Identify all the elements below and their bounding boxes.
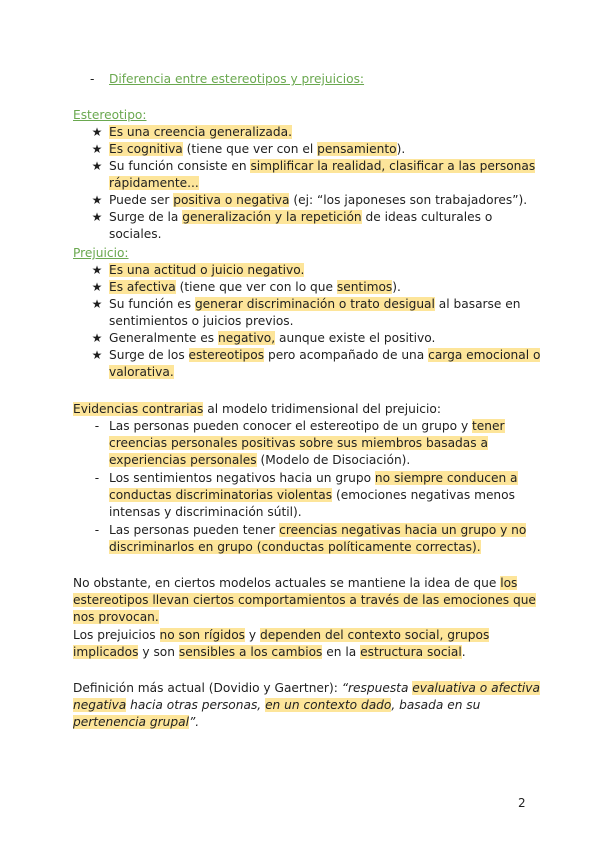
list-item: Surge de la generalización y la repetición de ideas culturales o	[109, 210, 493, 224]
list-item-cont: intensas y discriminación sútil).	[109, 505, 302, 519]
estereotipo-heading: Estereotipo:	[73, 108, 147, 122]
star-icon: ★	[91, 331, 103, 345]
list-item: Es una creencia generalizada.	[109, 125, 292, 139]
paragraph-cont: implicados y son sensibles a los cambios en la estructura social.	[73, 645, 466, 659]
star-icon: ★	[91, 210, 103, 224]
star-icon: ★	[91, 297, 103, 311]
paragraph-cont: estereotipos llevan ciertos comportamientos a través de las emociones que	[73, 593, 536, 607]
list-item: Su función es generar discriminación o trato desigual al basarse en	[109, 297, 521, 311]
dash-bullet: -	[94, 523, 100, 537]
definicion-cont: pertenencia grupal”.	[73, 715, 200, 729]
diff-bullet: -	[90, 72, 95, 86]
paragraph-prejuicios: Los prejuicios no son rígidos y dependen del contexto social, grupos	[73, 628, 490, 642]
dash-bullet: -	[94, 471, 100, 485]
list-item-cont: creencias personales positivas sobre sus miembros basadas a	[109, 436, 488, 450]
list-item: Generalmente es negativo, aunque existe el positivo.	[109, 331, 436, 345]
star-icon: ★	[91, 348, 103, 362]
list-item-cont: experiencias personales (Modelo de Disociación).	[109, 453, 411, 467]
page-number: 2	[518, 796, 526, 810]
list-item: Las personas pueden conocer el estereotipo de un grupo y tener	[109, 419, 505, 433]
list-item: Las personas pueden tener creencias negativas hacia un grupo y no	[109, 523, 527, 537]
list-item: Es cognitiva (tiene que ver con el pensamiento).	[109, 142, 406, 156]
paragraph-cont: nos provocan.	[73, 610, 159, 624]
list-item: Es una actitud o juicio negativo.	[109, 263, 305, 277]
list-item: Puede ser positiva o negativa (ej: “los japoneses son trabajadores”).	[109, 193, 528, 207]
star-icon: ★	[91, 280, 103, 294]
star-icon: ★	[91, 142, 103, 156]
star-icon: ★	[91, 125, 103, 139]
list-item-cont: sociales.	[109, 227, 162, 241]
evidencias-heading: Evidencias contrarias al modelo tridimensional del prejuicio:	[73, 402, 441, 416]
list-item-cont: rápidamente...	[109, 176, 199, 190]
star-icon: ★	[91, 159, 103, 173]
list-item: Es afectiva (tiene que ver con lo que sentimos).	[109, 280, 401, 294]
list-item: Los sentimientos negativos hacia un grupo no siempre conducen a	[109, 471, 518, 485]
list-item-cont: discriminarlos en grupo (conductas políticamente correctas).	[109, 540, 481, 554]
definicion-paragraph: Definición más actual (Dovidio y Gaertner): “respuesta evaluativa o afectiva	[73, 681, 540, 695]
star-icon: ★	[91, 263, 103, 277]
dash-bullet: -	[94, 419, 100, 433]
definicion-cont: negativa hacia otras personas, en un contexto dado, basada en su	[73, 698, 481, 712]
star-icon: ★	[91, 193, 103, 207]
list-item-cont: conductas discriminatorias violentas (emociones negativas menos	[109, 488, 515, 502]
list-item: Surge de los estereotipos pero acompañado de una carga emocional o	[109, 348, 541, 362]
list-item-cont: sentimientos o juicios previos.	[109, 314, 294, 328]
list-item-cont: valorativa.	[109, 365, 174, 379]
paragraph-no-obstante: No obstante, en ciertos modelos actuales se mantiene la idea de que los	[73, 576, 518, 590]
diff-heading: Diferencia entre estereotipos y prejuicios:	[109, 72, 365, 86]
prejuicio-heading: Prejuicio:	[73, 246, 129, 260]
list-item: Su función consiste en simplificar la realidad, clasificar a las personas	[109, 159, 536, 173]
